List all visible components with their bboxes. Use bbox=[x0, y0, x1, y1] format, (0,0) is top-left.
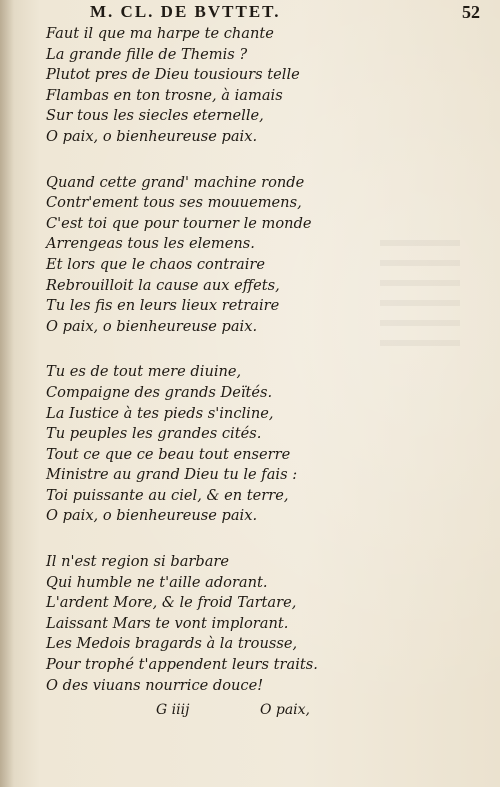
verse-line: Laissant Mars te vont implorant. bbox=[46, 614, 289, 632]
verse-line: Il n'est region si barbare bbox=[46, 553, 230, 571]
verse-line: Tu es de tout mere diuine, bbox=[46, 363, 242, 381]
running-header bbox=[90, 2, 480, 24]
verse-line: Les Medois bragards à la trousse, bbox=[46, 635, 298, 653]
verse-line: Tu peuples les grandes cités. bbox=[46, 425, 262, 443]
stanza bbox=[46, 362, 486, 527]
stanza bbox=[46, 552, 486, 696]
page-footer bbox=[150, 702, 310, 722]
verse-line: L'ardent More, & le froid Tartare, bbox=[46, 594, 297, 612]
verse-line: Faut il que ma harpe te chante bbox=[46, 25, 274, 42]
verse-line: O paix, o bienheureuse paix. bbox=[46, 127, 258, 145]
verse-line: O des viuans nourrice douce! bbox=[46, 676, 264, 694]
verse-line: La Iustice à tes pieds s'incline, bbox=[46, 404, 274, 422]
verse-line: Quand cette grand' machine ronde bbox=[46, 173, 305, 191]
verse-line: Flambas en ton trosne, à iamais bbox=[46, 86, 283, 104]
verse-line: Tu les fis en leurs lieux retraire bbox=[46, 297, 280, 315]
running-title: M. CL. DE BVTTET. bbox=[90, 2, 281, 21]
verse-line: O paix, o bienheureuse paix. bbox=[46, 507, 258, 525]
page-number: 52 bbox=[462, 2, 480, 22]
verse-line: O paix, o bienheureuse paix. bbox=[46, 317, 258, 335]
catchword: O paix, bbox=[259, 702, 310, 718]
verse-line: Tout ce que ce beau tout enserre bbox=[46, 445, 291, 463]
verse-line: C'est toi que pour tourner le monde bbox=[46, 214, 312, 232]
verse-line: Qui humble ne t'aille adorant. bbox=[46, 573, 268, 591]
verse-line: La grande fille de Themis ? bbox=[46, 45, 248, 63]
stanza bbox=[46, 173, 486, 338]
stanza bbox=[46, 24, 486, 148]
verse-line: Pour trophé t'appendent leurs traits. bbox=[46, 656, 318, 674]
verse-line: Sur tous les siecles eternelle, bbox=[46, 107, 264, 125]
page-gutter-shadow bbox=[0, 0, 14, 787]
verse-line: Compaigne des grands Deïtés. bbox=[46, 383, 273, 401]
verse-line: Et lors que le chaos contraire bbox=[46, 255, 266, 273]
verse-line: Arrengeas tous les elemens. bbox=[46, 235, 255, 253]
verse-line: Toi puissante au ciel, & en terre, bbox=[46, 486, 289, 504]
signature-mark: G iiij bbox=[156, 702, 190, 718]
verse-line: Ministre au grand Dieu tu le fais : bbox=[46, 466, 298, 484]
verse-line: Plutot pres de Dieu tousiours telle bbox=[46, 66, 300, 84]
verse-line: Contr'ement tous ses mouuemens, bbox=[46, 194, 302, 212]
poem-body bbox=[46, 24, 486, 696]
verse-line: Rebrouilloit la cause aux effets, bbox=[46, 276, 280, 294]
